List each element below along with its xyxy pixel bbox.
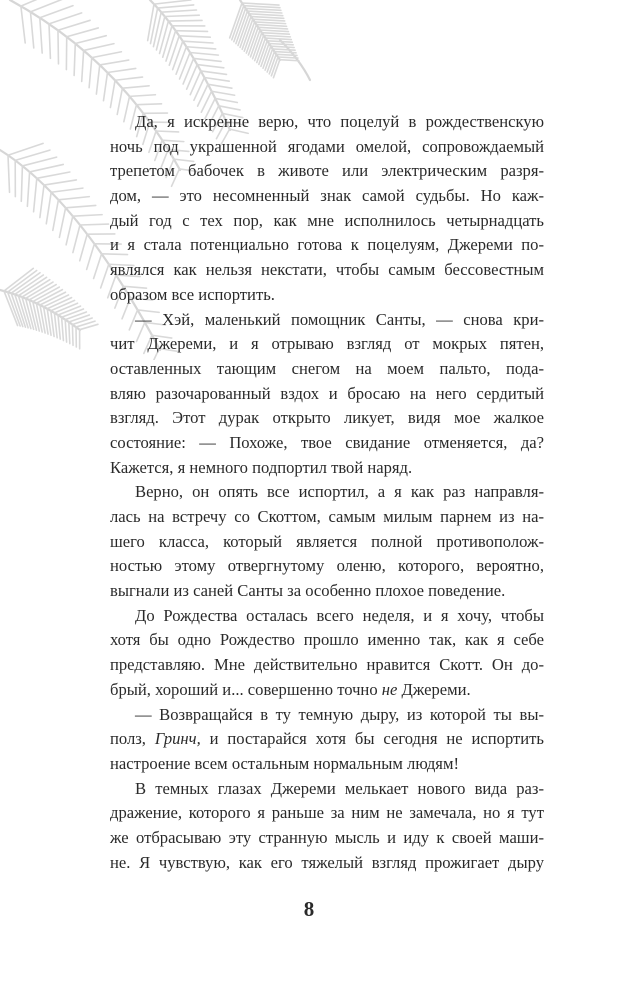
- fir-needle: [165, 15, 199, 16]
- fir-needle: [21, 0, 55, 6]
- fir-needle: [201, 71, 227, 74]
- book-page-text: [110, 110, 544, 875]
- fir-needle: [65, 320, 66, 342]
- fir-needle: [15, 275, 44, 294]
- fir-needle: [262, 33, 290, 35]
- fir-needle: [249, 14, 283, 16]
- fir-needle: [265, 38, 291, 39]
- fir-needle: [158, 5, 194, 8]
- fir-needle: [212, 91, 235, 95]
- fir-needle: [73, 225, 80, 253]
- fir-needle: [80, 224, 108, 225]
- text-span: брый, хороший и... совершенно точно: [110, 679, 382, 699]
- fir-needle: [58, 315, 60, 339]
- text-line: оставленных тающим снегом на моем пальто, пода-: [110, 358, 544, 378]
- text-line: состояние: — Похоже, твое свидание отменяется, да?: [110, 432, 544, 452]
- fir-needle: [21, 6, 25, 43]
- italic-word: не: [381, 679, 398, 699]
- fir-needle: [46, 192, 51, 224]
- text-line: представляю. Мне действительно нравится Скотт. Он до-: [110, 655, 544, 675]
- fir-needle: [53, 200, 59, 231]
- text-line: [110, 678, 544, 703]
- fir-needle: [179, 36, 210, 37]
- fir-needle: [62, 317, 64, 340]
- fir-needle: [58, 197, 89, 200]
- text-line: хотя бы одно Рождество прошло именно так, как я себе: [110, 630, 544, 650]
- fir-needle: [49, 24, 50, 58]
- fir-needle: [92, 52, 122, 58]
- fir-needle: [103, 73, 107, 101]
- fir-needle: [154, 0, 191, 4]
- fir-needle: [169, 36, 179, 65]
- fir-needle: [54, 313, 57, 338]
- fir-needle: [122, 86, 149, 88]
- text-line: настроение всем остальным нормальным людям!: [110, 753, 459, 773]
- fir-needle: [176, 31, 208, 32]
- fir-needle: [115, 77, 142, 80]
- fir-needle: [208, 84, 232, 88]
- fir-needle: [271, 46, 294, 47]
- text-line: не. Я чувствую, как его тяжелый взгляд прожигает дыру: [110, 852, 544, 872]
- fir-needle: [183, 41, 213, 43]
- fir-needle: [215, 98, 237, 102]
- fir-needle: [72, 324, 73, 345]
- fir-needle: [82, 50, 84, 81]
- fir-needle: [278, 57, 298, 58]
- fir-needle: [30, 12, 33, 48]
- text-line: Кажется, я немного подпортил твой наряд.: [110, 457, 413, 477]
- fir-needle: [190, 53, 218, 56]
- fir-needle: [136, 104, 161, 105]
- fir-needle: [44, 180, 76, 185]
- fir-needle: [66, 216, 73, 245]
- fir-needle: [40, 185, 44, 218]
- fir-needle: [267, 41, 292, 42]
- fir-needle: [100, 60, 129, 65]
- fir-needle: [153, 12, 161, 46]
- text-line: дый год с тех пор, как мне исполнилось четырнадцать: [110, 210, 544, 230]
- text-line: ностью этому отвергнутому оленю, которого, вероятно,: [110, 556, 544, 576]
- text-span: Джереми.: [397, 679, 471, 699]
- fir-needle: [176, 47, 186, 74]
- fir-needle: [67, 28, 99, 37]
- fir-needle: [156, 17, 164, 50]
- fir-needle: [273, 49, 295, 50]
- fir-needle: [260, 30, 288, 32]
- page-number: 8: [303, 897, 315, 921]
- fir-needle: [130, 95, 156, 97]
- fir-needle: [34, 178, 37, 211]
- fir-needle: [274, 52, 296, 53]
- text-span: полз,: [110, 729, 155, 749]
- fir-needle: [194, 58, 221, 61]
- fir-needle: [58, 30, 59, 64]
- fir-needle: [40, 6, 73, 18]
- fir-needle: [280, 60, 299, 61]
- fir-needle: [11, 293, 23, 326]
- fir-needle: [246, 8, 281, 10]
- fir-needle: [89, 58, 92, 88]
- fir-needle: [148, 4, 154, 41]
- fir-needle: [244, 22, 254, 51]
- text-line: вляю разочарованный вздох и бросаю на него сердитый: [110, 383, 544, 403]
- fir-needle: [150, 8, 157, 43]
- fir-needle: [58, 20, 90, 30]
- fir-needle: [66, 205, 96, 207]
- fir-needle: [94, 254, 102, 279]
- fir-needle: [73, 215, 102, 217]
- fir-needle: [21, 166, 22, 201]
- text-line: взгляд. Этот дурак открыто ликует, видя мое жалкое: [110, 408, 544, 428]
- fir-needle: [253, 19, 285, 21]
- fir-needle: [75, 36, 106, 44]
- text-line: ночь под украшенной ягодами омелой, сопровождаемый: [110, 136, 544, 156]
- fir-needle: [258, 27, 287, 29]
- text-line: выгнали из саней Санты за особенно плохое поведение.: [110, 581, 506, 601]
- fir-needle: [190, 71, 201, 95]
- fir-needle: [80, 234, 87, 261]
- fir-needle: [166, 31, 176, 61]
- fir-needle: [244, 6, 280, 8]
- text-line: же отбрасываю эту странную мысль и иду к своей маши-: [110, 827, 544, 847]
- fir-needle: [161, 10, 196, 12]
- fir-needle: [269, 44, 293, 45]
- fir-needle: [204, 78, 229, 82]
- fir-needle: [163, 26, 172, 57]
- fir-needle: [255, 22, 286, 24]
- fir-needle: [37, 172, 70, 178]
- fir-needle: [251, 17, 284, 19]
- text-line: — Хэй, маленький помощник Санты, — снова кри-: [135, 309, 544, 329]
- text-line: лась на встречу со Скоттом, самым милым парнем из на-: [110, 507, 544, 526]
- fir-needle: [96, 65, 99, 94]
- text-line: До Рождества осталась всего неделя, и я хочу, чтобы: [135, 605, 544, 625]
- fir-needle: [69, 315, 89, 322]
- text-line: дражение, которого я раньше за ним не замечала, но я тут: [110, 803, 544, 823]
- fir-needle: [180, 53, 190, 80]
- fir-needle: [264, 35, 291, 36]
- text-line: Верно, он опять все испортил, а я как раз направля-: [135, 482, 544, 502]
- italic-word: Гринч,: [154, 729, 201, 749]
- fir-needle: [40, 18, 42, 53]
- fir-needle: [8, 155, 10, 192]
- fir-needle: [183, 58, 194, 84]
- fir-needle: [51, 188, 83, 192]
- fir-needle: [197, 65, 224, 68]
- fir-needle: [65, 312, 86, 320]
- text-line: В темных глазах Джереми мелькает нового вида раз-: [135, 778, 544, 798]
- fir-needle: [242, 3, 279, 5]
- fir-needle: [186, 47, 215, 49]
- text-line: [110, 727, 544, 752]
- text-line: — Возвращайся в ту темную дыру, из которой ты вы-: [135, 704, 544, 724]
- text-line: и я стала потенциально готова к поцелуям, Джереми по-: [110, 235, 544, 255]
- text-line: образом все испортить.: [110, 284, 275, 304]
- text-line: трепетом бабочек в животе или электрическим разря-: [110, 161, 544, 181]
- fir-needle: [187, 65, 198, 90]
- fir-needle: [160, 21, 169, 53]
- fir-needle: [173, 41, 183, 69]
- fir-needle: [69, 322, 70, 344]
- fir-needle: [87, 244, 95, 270]
- fir-needle: [33, 287, 60, 301]
- fir-needle: [247, 11, 281, 13]
- fir-needle: [27, 172, 29, 206]
- fir-needle: [110, 80, 115, 107]
- fir-needle: [59, 208, 65, 238]
- text-line: чит Джереми, и я отрываю взгляд от мокрых пятен,: [110, 334, 544, 354]
- text-line: дом, — это несомненный знак самой судьбы. Но каж-: [110, 186, 544, 206]
- fir-needle: [256, 25, 286, 27]
- fir-needle: [84, 44, 114, 51]
- fir-needle: [108, 68, 136, 72]
- fir-needle: [74, 44, 75, 76]
- fir-needle: [168, 20, 202, 21]
- text-span: и постарайся хотя бы сегодня не испортить: [200, 729, 544, 749]
- text-line: Да, я искренне верю, что поцелуй в рождественскую: [135, 112, 544, 131]
- text-line: шего класса, который является полной противополож-: [110, 531, 544, 551]
- fir-needle: [22, 157, 56, 166]
- text-line: являлся как нельзя некстати, чтобы самым бессовестным: [110, 260, 544, 280]
- fir-needle: [101, 264, 109, 288]
- fir-needle: [30, 164, 64, 171]
- fir-needle: [49, 13, 82, 24]
